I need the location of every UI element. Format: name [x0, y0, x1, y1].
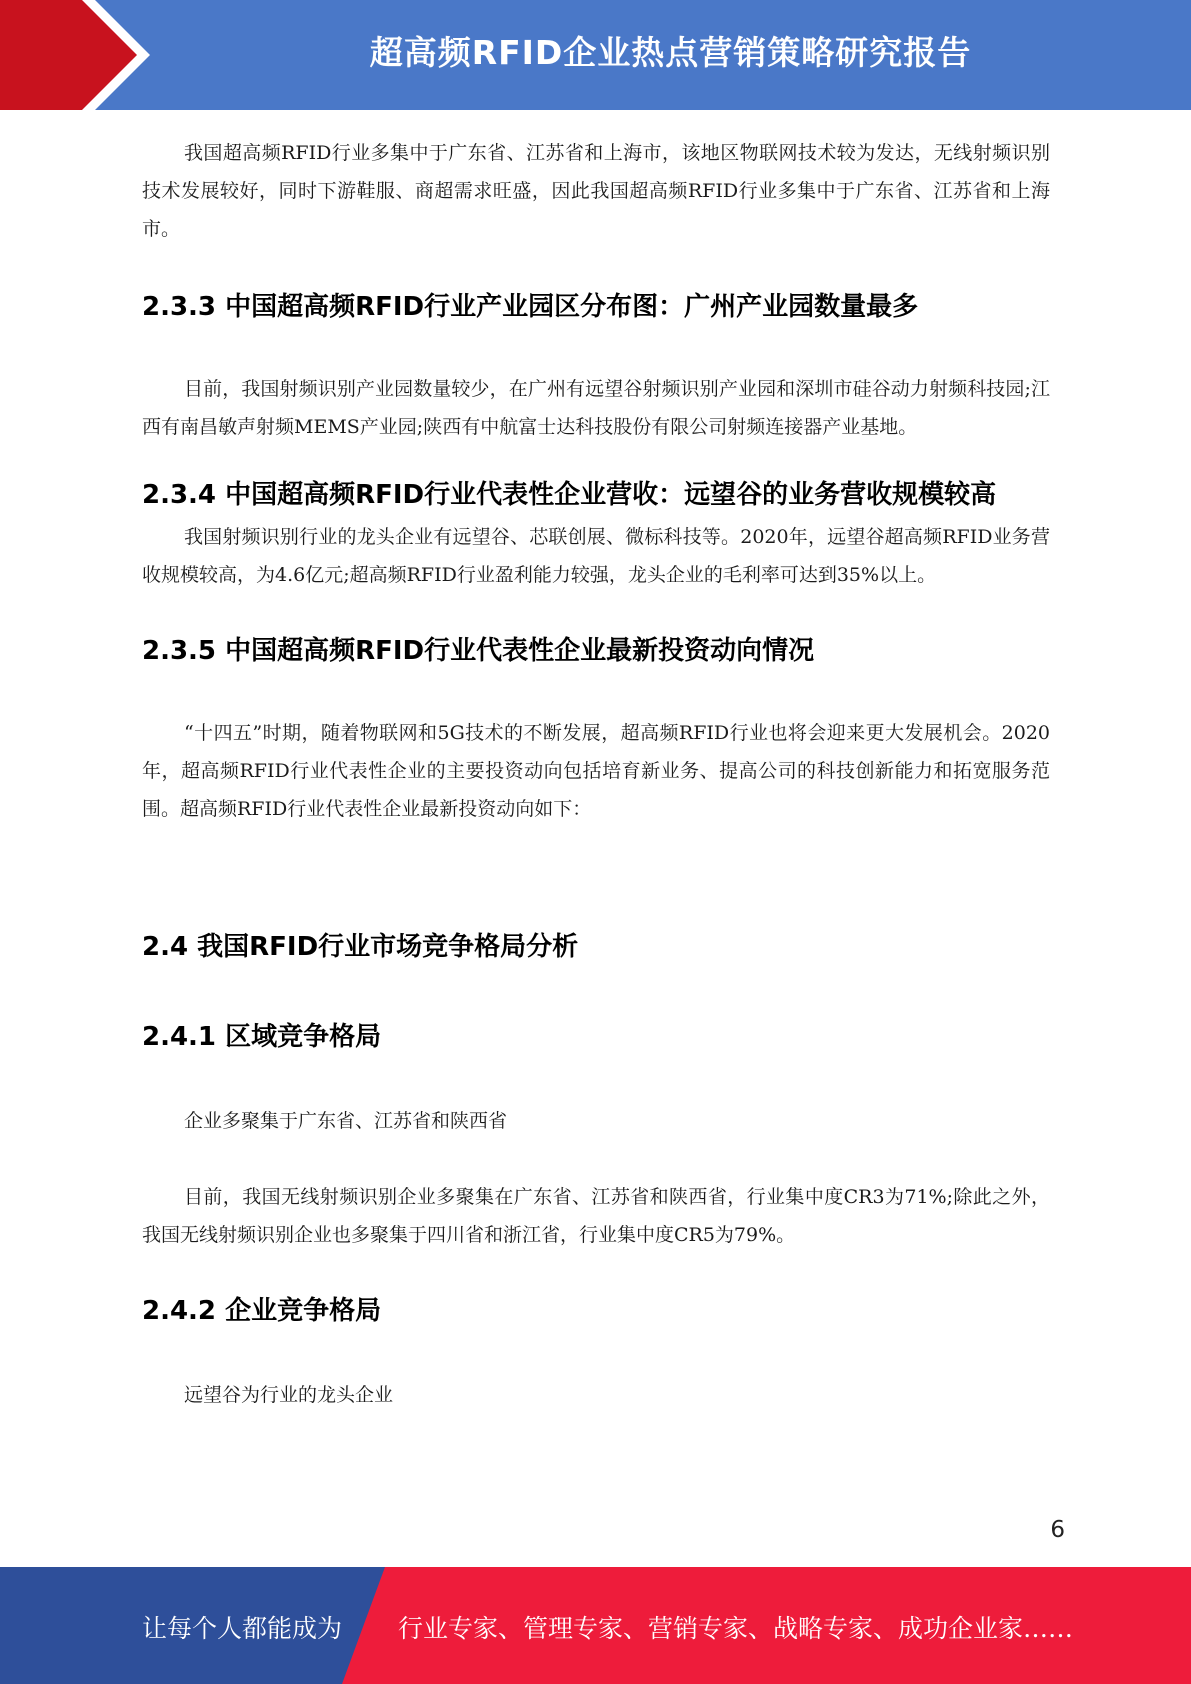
paragraph-2-3-3: 目前，我国射频识别产业园数量较少，在广州有远望谷射频识别产业园和深圳市硅谷动力射频科技园;江西有南昌敏声射频MEMS产业园;陕西有中航富士达科技股份有限公司射频连接器产业基地。 [142, 378, 1050, 438]
page-header [0, 0, 1191, 110]
heading-2-4-1: 2.4.1 区域竞争格局 [142, 1022, 382, 1052]
footer-slogan-left: 让每个人都能成为 [142, 1614, 343, 1643]
paragraph-2-3-5: “十四五”时期，随着物联网和5G技术的不断发展，超高频RFID行业也将会迎来更大发展机会。2020年，超高频RFID行业代表性企业的主要投资动向包括培育新业务、提高公司的科技创新能力和拓宽服务范围。超高频RFID行业代表性企业最新投资动向如下： [142, 722, 1050, 820]
footer-slogan-right: 行业专家、管理专家、营销专家、战略专家、成功企业家…… [398, 1614, 1074, 1643]
heading-2-3-5: 2.3.5 中国超高频RFID行业代表性企业最新投资动向情况 [142, 636, 815, 666]
heading-2-3-4: 2.3.4 中国超高频RFID行业代表性企业营收：远望谷的业务营收规模较高 [142, 480, 997, 510]
heading-2-3-3: 2.3.3 中国超高频RFID行业产业园区分布图：广州产业园数量最多 [142, 292, 919, 322]
paragraph-2-3-4: 我国射频识别行业的龙头企业有远望谷、芯联创展、微标科技等。2020年，远望谷超高频RFID业务营收规模较高，为4.6亿元;超高频RFID行业盈利能力较强，龙头企业的毛利率可达到35%以上。 [142, 526, 1050, 586]
heading-2-4: 2.4 我国RFID行业市场竞争格局分析 [142, 932, 579, 962]
header-chevron-decoration [0, 0, 150, 110]
paragraph-intro: 我国超高频RFID行业多集中于广东省、江苏省和上海市，该地区物联网技术较为发达，无线射频识别技术发展较好，同时下游鞋服、商超需求旺盛，因此我国超高频RFID行业多集中于广东省、江苏省和上海市。 [142, 142, 1050, 240]
paragraph-2-4-1: 目前，我国无线射频识别企业多聚集在广东省、江苏省和陕西省，行业集中度CR3为71%;除此之外，我国无线射频识别企业也多聚集于四川省和浙江省，行业集中度CR5为79%。 [142, 1186, 1050, 1246]
page-footer [0, 1567, 1191, 1684]
document-body [142, 134, 1050, 1414]
heading-2-4-2: 2.4.2 企业竞争格局 [142, 1296, 382, 1326]
page-number: 6 [1050, 1517, 1065, 1543]
paragraph-2-4-2: 远望谷为行业的龙头企业 [184, 1384, 394, 1406]
paragraph-2-4-1-lead: 企业多聚集于广东省、江苏省和陕西省 [184, 1110, 508, 1132]
report-title: 超高频RFID企业热点营销策略研究报告 [369, 33, 972, 72]
